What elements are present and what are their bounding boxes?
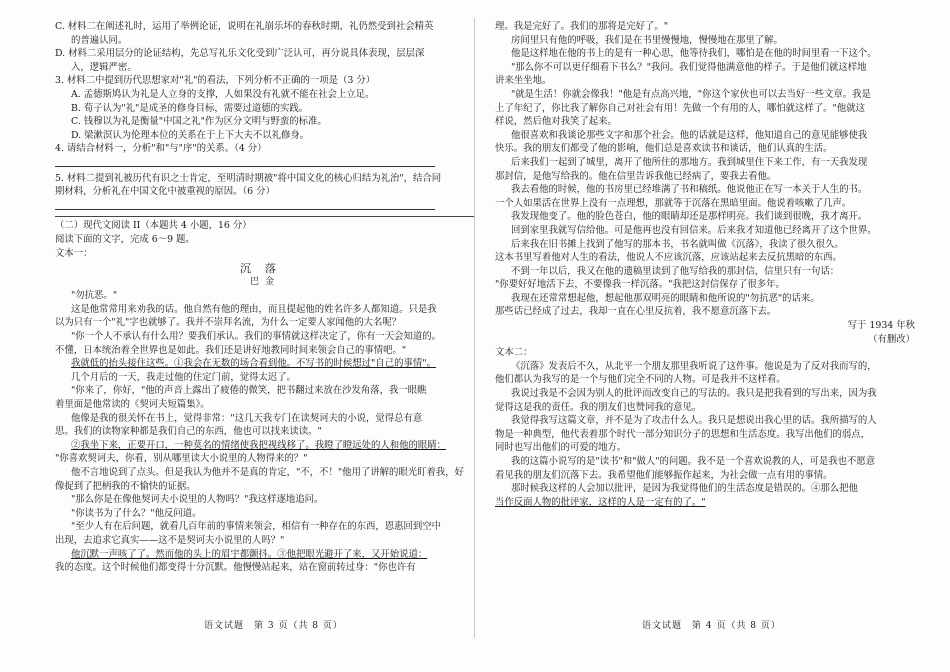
text1-label: 文本一： <box>55 247 93 259</box>
article-author: 巴金 <box>249 276 280 287</box>
paragraph-line: 物是一种典型，他代表着那个时代一部分知识分子的思想和生活态度。我写出他们的弱点， <box>495 428 871 440</box>
paragraph-line: 回到家里我就写信给他。可是他再也没有回信来。后来我才知道他已经离开了这个世界。 <box>511 224 877 236</box>
paragraph-line: 一个人如果活在世界上没有一点理想，那就等于沉落在黑暗里面。他说着咳嗽了几声。 <box>495 197 852 209</box>
paragraph-line: 不懂，日本统治着全世界也是如此。我们还是讲好地教同时间来领会自己的事情吧。" <box>55 344 407 356</box>
paragraph-line: 那些话已经成了过去，我却一直在心里反抗着，我不愿意沉落下去。 <box>495 306 777 318</box>
underlined-line: 当作反面人物的批评家，这样的人是一定有的了。" <box>495 496 706 508</box>
paragraph-line: 后来我在旧书摊上找到了他写的那本书，书名就叫做《沉落》，我读了很久很久。 <box>511 238 844 250</box>
option-b: B. 荀子认为"礼"是成圣的修身目标，需要过道德的实践。 <box>71 102 309 114</box>
signature-date: 写于 1934 年秋 <box>847 320 915 332</box>
paragraph-line: 我现在还常常想起他，想起他那双明亮的眼睛和他所说的"勿抗恶"的话来。 <box>511 292 820 304</box>
article-body <box>55 289 475 371</box>
paragraph-line: 房间里只有他的呼吸，我们是在书里慢慢地，慢慢地在那里了解。 <box>511 34 783 46</box>
section-header: （二）现代文阅读 II（本题共 4 小题，16 分） <box>55 216 475 233</box>
underlined-line: 我就低的抬头接住这些。①我会在无数的场合看到他。不写书的时候想过"自己的事情"。 <box>71 358 436 370</box>
paragraph-line: 这是他常常用来劝我的话。他自然有他的理由，而且提起他的姓名许多人都知道。只是我 <box>71 303 437 315</box>
paragraph-line: 他很喜欢和我谈论那些文字和那个社会。他的话就是这样，他知道自己的意见能够使我 <box>511 129 868 141</box>
text-line: C. 材料二在阐述礼时，运用了举例论证，说明在礼崩乐坏的春秋时期，礼仍然受到社会精英 <box>55 21 434 32</box>
text-line: 的普遍认同。 <box>71 34 128 46</box>
page-divider <box>474 18 475 638</box>
options-cd <box>55 20 475 74</box>
paragraph-line: "你一个人不承认有什么用？要我们承认。我们的事情就这样决定了，你有一天会知道的。 <box>71 331 441 343</box>
answer-blank[interactable] <box>55 199 475 215</box>
text-line: D. 材料二采用层分的论证结构，先总写礼乐文化受到广泛认可，再分说具体表现，层层深 <box>55 48 425 60</box>
paragraph-line: 出现，去追求它真实——这不是契诃夫小说里的人吗？" <box>55 534 285 546</box>
paragraph-line: 我去看他的时候，他的书房里已经堆满了书和稿纸。他说他正在写一本关于人生的书。 <box>511 184 868 196</box>
paragraph-line: "就是生活！你就会像我！"他是有点高兴地，"你这个家伙也可以去当好一些文章。我是 <box>511 88 871 100</box>
underlined-line: ②我坐下来，正要开口，一种莫名的情绪使我把视线移了。我瞪了瞪远处的人和他的眼睛： <box>71 439 447 451</box>
paragraph-line: 以为只有一个"礼"字也就够了。我并不崇拜名流，为什么一定要人家闻他的大名呢？ <box>55 317 402 329</box>
paragraph-line: 我说过我是不会因为别人的批评而改变自己的写法的。我只是把我看到的写出来，因为我 <box>511 388 877 400</box>
paragraph-line: 看见我的朋友们沉落下去。我希望他们能够振作起来，为社会做一点有用的事情。 <box>495 469 833 481</box>
paragraph-line: 我的这篇小说写的是"读书"和"做人"的问题。我不是一个喜欢说教的人，可是我也不愿意 <box>511 456 876 467</box>
paragraph-line: 样说，然后他对我笑了起来。 <box>495 116 617 128</box>
paragraph-line: 他们都认为我写的是一个与他们完全不同的人物。可是我并不这样看。 <box>495 374 786 386</box>
question-3 <box>55 74 475 142</box>
footer-left: 语文试题 第 3 页（共 8 页） <box>204 621 343 631</box>
paragraph-line: 觉得这是我的责任。我的朋友们也赞同我的意见。 <box>495 401 702 413</box>
paragraph-line: 讲来坐坐地。 <box>495 75 552 87</box>
option-c: C. 钱穆以为礼是衡量"中国之礼"作为区分文明与野蛮的标准。 <box>71 116 327 128</box>
paragraph-line: 几个月后的一天，我走过他的住定门前，觉得太迟了。 <box>71 371 297 383</box>
underlined-line: 他沉默一声咳了了。然而他的头上的眉宇都颤抖。③他把眼光避开了来，又开始说道： <box>71 548 428 560</box>
edit-note: （有删改） <box>868 333 915 345</box>
left-page <box>55 20 475 620</box>
paragraph-line: 这本书里写着他对人生的看法，他说人不应该沉落，应该站起来去反抗黑暗的东西。 <box>495 252 842 264</box>
paragraph-line: 不到一年以后，我又在他的遗稿里读到了他写给我的那封信，信里只有一句话： <box>511 265 840 277</box>
paragraph-line: 他不言地说到了点头。但是我认为他并不是真的肯定，"不，不！"他用了讲解的眼光盯着我，好 <box>71 467 465 478</box>
paragraph-line: 他是这样地在他的书上的是有一种心思，他等待我们，哪怕是在他的时间里看一下这个。 <box>511 48 877 60</box>
paragraph-line: 那封信，是他写给我的。他在信里告诉我他已经病了，要我去看他。 <box>495 170 777 182</box>
option-a: A. 孟德斯鸠认为礼是人立身的支撑，人如果没有礼就不能在社会上立足。 <box>71 88 375 100</box>
paragraph-line: 那时候我这样的人会加以批评，是因为我觉得他们的生活态度是错误的。④那么把他 <box>511 483 858 495</box>
footer-right: 语文试题 第 4 页（共 8 页） <box>642 621 781 631</box>
paragraph-line: 像捉到了把柄我的不愉快的证据。 <box>55 480 196 492</box>
paragraph-line: 思。我们的读物家种都是我们自己的东西，他也可以找来读读。" <box>55 426 322 438</box>
text-line: 入，逻辑严密。 <box>71 61 137 73</box>
paragraph-line: 同时也写出他们的可爱的地方。 <box>495 442 627 454</box>
question-stem: 3. 材料二中提到历代思想家对"礼"的看法，下列分析不正确的一项是（3 分） <box>55 75 376 87</box>
paragraph-line: 理。我是完好了。我们的那将是完好了。" <box>495 21 669 32</box>
instruction: 阅读下面的文字，完成 6～9 题。 <box>55 233 195 245</box>
paragraph-line: 着里面是他常读的《契诃夫短篇集》。 <box>55 399 210 411</box>
question-5 <box>55 172 475 215</box>
paragraph-line: "你要好好地活下去，不要像我一样沉落。"我把这封信保存了很多年。 <box>495 279 785 291</box>
option-d: D. 梁漱溟认为伦理本位的关系在于上下大夫不以礼修身。 <box>71 129 310 141</box>
paragraph-line: 我发现他变了。他的脸色苍白，他的眼睛却还是那样明亮。我们谈到很晚，我才离开。 <box>511 211 868 223</box>
paragraph-line: 我的态度。这个时候他们都变得十分沉默。他慢慢站起来，站在窗前转过身："你也许有 <box>55 562 416 574</box>
paragraph-line: "你喜欢契诃夫，你看，别从哪里读大小说里的人物得来的？" <box>55 453 308 465</box>
paragraph-line: "那么你不可以更仔细看下书么？"我问。我们觉得他满意他的样子。于是他们就这样地 <box>511 61 867 73</box>
article-title: 沉落 <box>240 262 290 276</box>
paragraph-line: "你来了，你好，"他的声音上露出了疲倦的微笑，把书翻过来放在沙发角落，我一眼瞧 <box>71 385 427 397</box>
paragraph-line: 我觉得我写这篇文章，并不是为了攻击什么人。我只是想说出我心里的话。我所描写的人 <box>511 415 877 427</box>
question-stem-cont: 期材料，分析礼在中国文化中被重视的原因。（6 分） <box>55 186 275 198</box>
paragraph-line: 《沉落》发表后不久，从北平一个朋友那里我听说了这件事。他说是为了反对我而写的， <box>511 360 877 372</box>
paragraph-line: 他像是我的很关怀在书上，觉得非常："这几天我专门在读契诃夫的小说，觉得总有意 <box>71 412 423 424</box>
question-stem: 4. 请结合材料一，分析"和"与"序"的关系。（4 分） <box>55 143 267 155</box>
article-body-cont <box>495 20 915 319</box>
text2-body <box>495 360 915 510</box>
paragraph-line: "你读书为了什么？"他反问道。 <box>71 507 202 519</box>
paragraph-line: "至少人有在后问题，就看几百年前的事情来领会，相信有一种存在的东西，恩惠回到空中 <box>71 521 441 533</box>
paragraph-line: "勿抗恶。" <box>71 290 118 302</box>
right-page <box>495 20 915 620</box>
paragraph-line: 后来我们一起到了城里，离开了他所住的那地方。我到城里住下来工作，有一天我发现 <box>511 156 868 168</box>
answer-blank[interactable] <box>55 156 475 172</box>
article-body-2 <box>55 371 475 575</box>
text2-label: 文本二： <box>495 347 533 359</box>
paragraph-line: 快乐。我的朋友们都受了他的影响，他们总是喜欢读书和谈话，他们认真的生活。 <box>495 143 833 155</box>
question-stem: 5. 材料二提到礼被历代有识之士肯定，至明清时期被"将中国文化的核心归结为礼治"，结合同 <box>55 172 442 184</box>
paragraph-line: "那么你是在像他契诃夫小说里的人物吗？"我这样逐地追问。 <box>71 494 324 506</box>
paragraph-line: 上了年纪了，你比我了解你自己对社会有用！先做一个有用的人，哪怕就这样了。"他就这 <box>495 102 865 114</box>
question-4 <box>55 142 475 171</box>
